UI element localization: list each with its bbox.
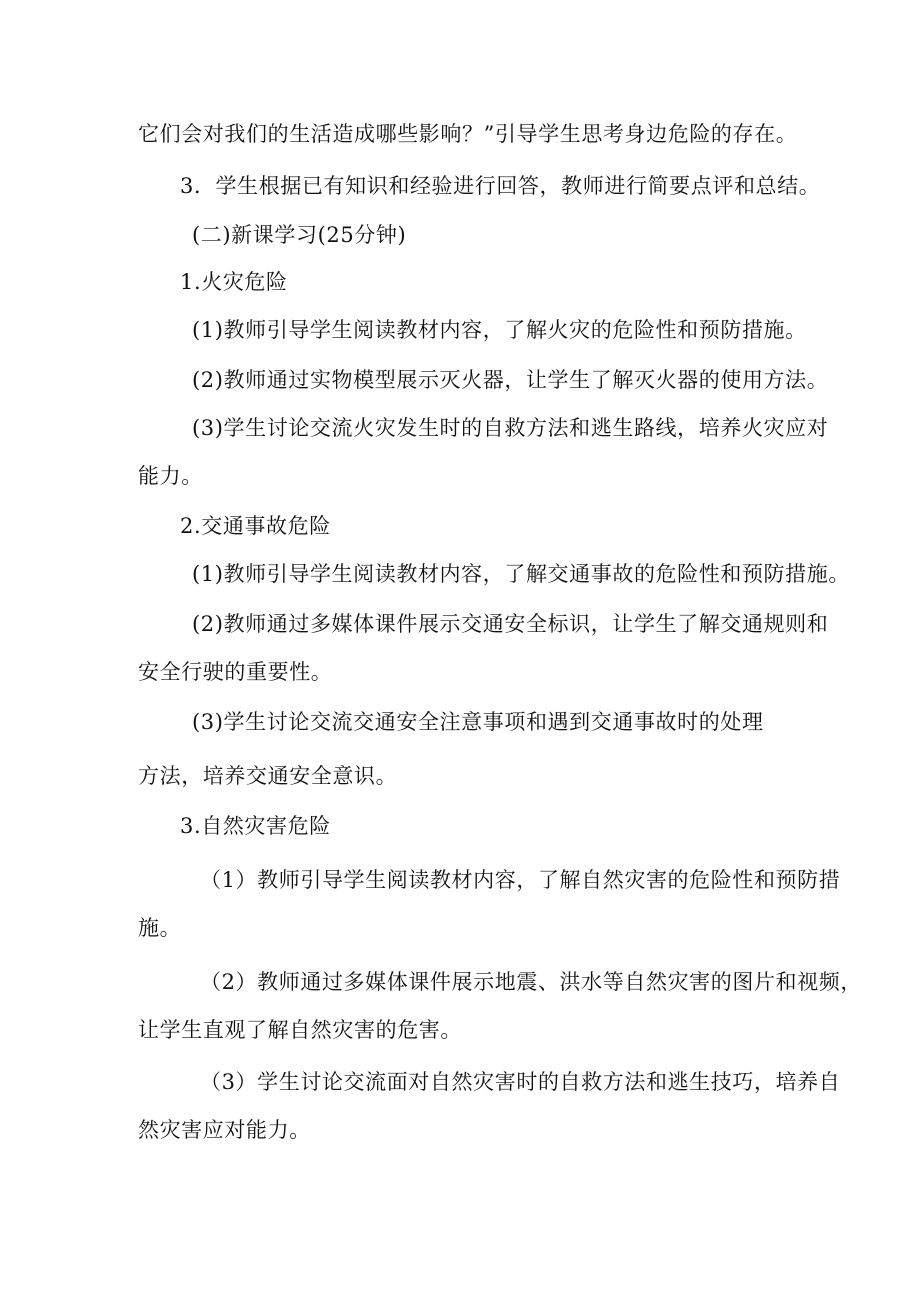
paragraph-line: 能力。 [138, 464, 203, 488]
paragraph-line: 安全行驶的重要性。 [138, 660, 333, 684]
section-heading: (二)新课学习(25分钟) [192, 223, 407, 247]
paragraph-line: 它们会对我们的生活造成哪些影响？”引导学生思考身边危险的存在。 [138, 122, 798, 146]
paragraph-line: 3．学生根据已有知识和经验进行回答，教师进行简要点评和总结。 [180, 174, 821, 198]
paragraph-line: （2）教师通过多媒体课件展示地震、洪水等自然灾害的图片和视频， [200, 970, 862, 994]
subsection-heading: 3.自然灾害危险 [180, 814, 331, 838]
paragraph-line: 让学生直观了解自然灾害的危害。 [138, 1018, 462, 1042]
paragraph-line: 方法，培养交通安全意识。 [138, 764, 398, 788]
paragraph-line: (1)教师引导学生阅读教材内容，了解交通事故的危险性和预防措施。 [192, 562, 850, 586]
paragraph-line: (3)学生讨论交流交通安全注意事项和遇到交通事故时的处理 [192, 710, 764, 734]
subsection-heading: 1.火灾危险 [180, 270, 288, 294]
paragraph-line: (2)教师通过实物模型展示灭火器，让学生了解灭火器的使用方法。 [192, 368, 829, 392]
subsection-heading: 2.交通事故危险 [180, 514, 331, 538]
paragraph-line: (2)教师通过多媒体课件展示交通安全标识，让学生了解交通规则和 [192, 612, 829, 636]
paragraph-line: （3）学生讨论交流面对自然灾害时的自救方法和逃生技巧，培养自 [200, 1070, 841, 1094]
paragraph-line: 然灾害应对能力。 [138, 1118, 311, 1142]
paragraph-line: 施。 [138, 916, 182, 940]
paragraph-line: (1)教师引导学生阅读教材内容，了解火灾的危险性和预防措施。 [192, 318, 807, 342]
paragraph-line: (3)学生讨论交流火灾发生时的自救方法和逃生路线，培养火灾应对 [192, 416, 829, 440]
paragraph-line: （1）教师引导学生阅读教材内容，了解自然灾害的危险性和预防措 [200, 868, 841, 892]
